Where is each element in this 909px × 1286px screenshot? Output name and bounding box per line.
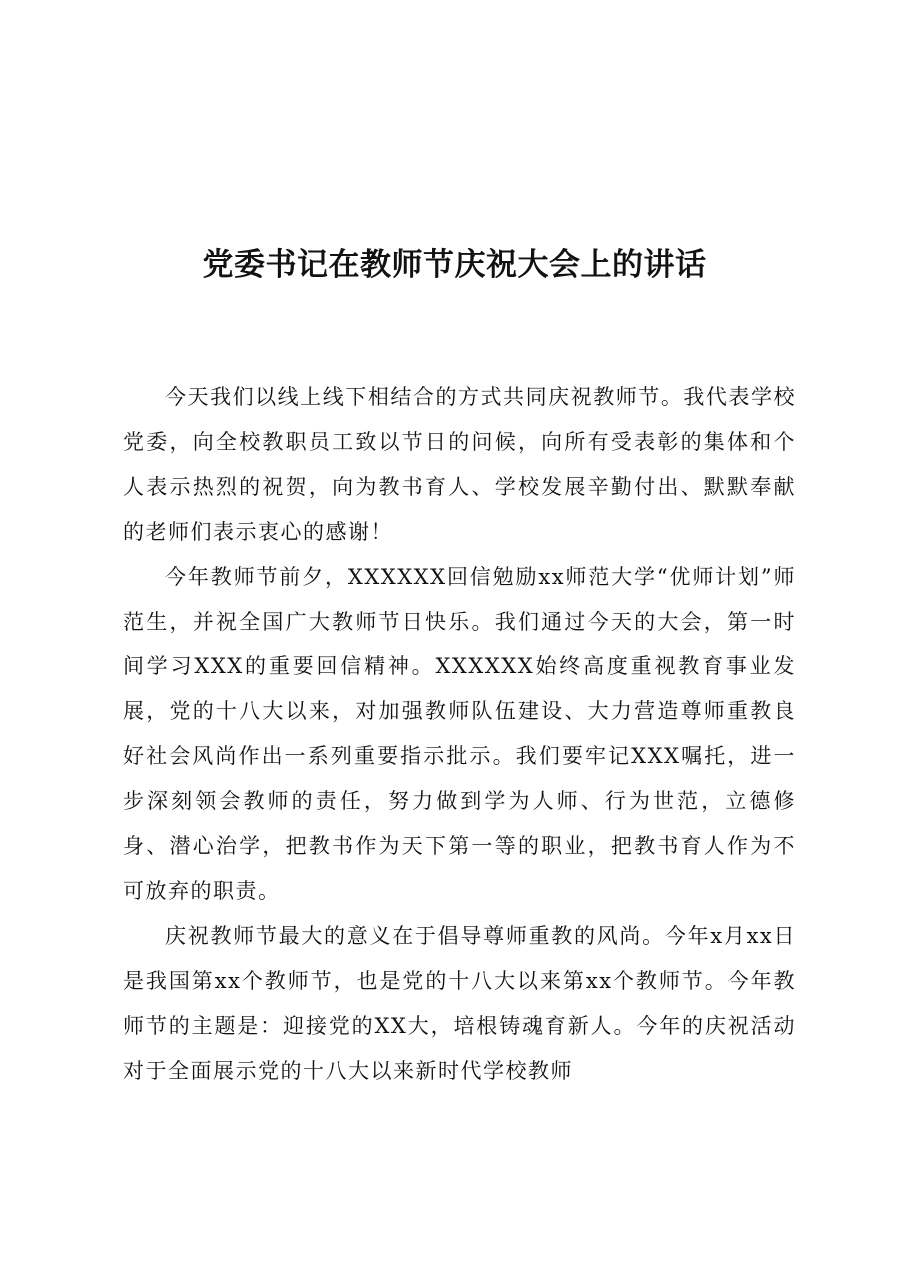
paragraph-1: 今天我们以线上线下相结合的方式共同庆祝教师节。我代表学校党委，向全校教职员工致以节日的问候，向所有受表彰的集体和个人表示热烈的祝贺，向为教书育人、学校发展辛勤付出、默默奉献的老师们表示衷心的感谢！: [123, 385, 796, 544]
document-body: [123, 375, 796, 1094]
document-title: 党委书记在教师节庆祝大会上的讲话: [202, 247, 707, 283]
paragraph-2: 今年教师节前夕，XXXXXX回信勉励xx师范大学“优师计划”师范生，并祝全国广大教师节日快乐。我们通过今天的大会，第一时间学习XXX的重要回信精神。XXXXXX始终高度重视教育事业发展，党的十八大以来，对加强教师队伍建设、大力营造尊师重教良好社会风尚作出一系列重要指示批示。我们要牢记XXX嘱托，进一步深刻领会教师的责任，努力做到学为人师、行为世范，立德修身、潜心治学，把教书作为天下第一等的职业，把教书育人作为不可放弃的职责。: [123, 564, 796, 903]
paragraph-3: 庆祝教师节最大的意义在于倡导尊师重教的风尚。今年x月xx日是我国第xx个教师节，也是党的十八大以来第xx个教师节。今年教师节的主题是：迎接党的XX大，培根铸魂育新人。今年的庆祝活动对于全面展示党的十八大以来新时代学校教师: [123, 923, 796, 1083]
